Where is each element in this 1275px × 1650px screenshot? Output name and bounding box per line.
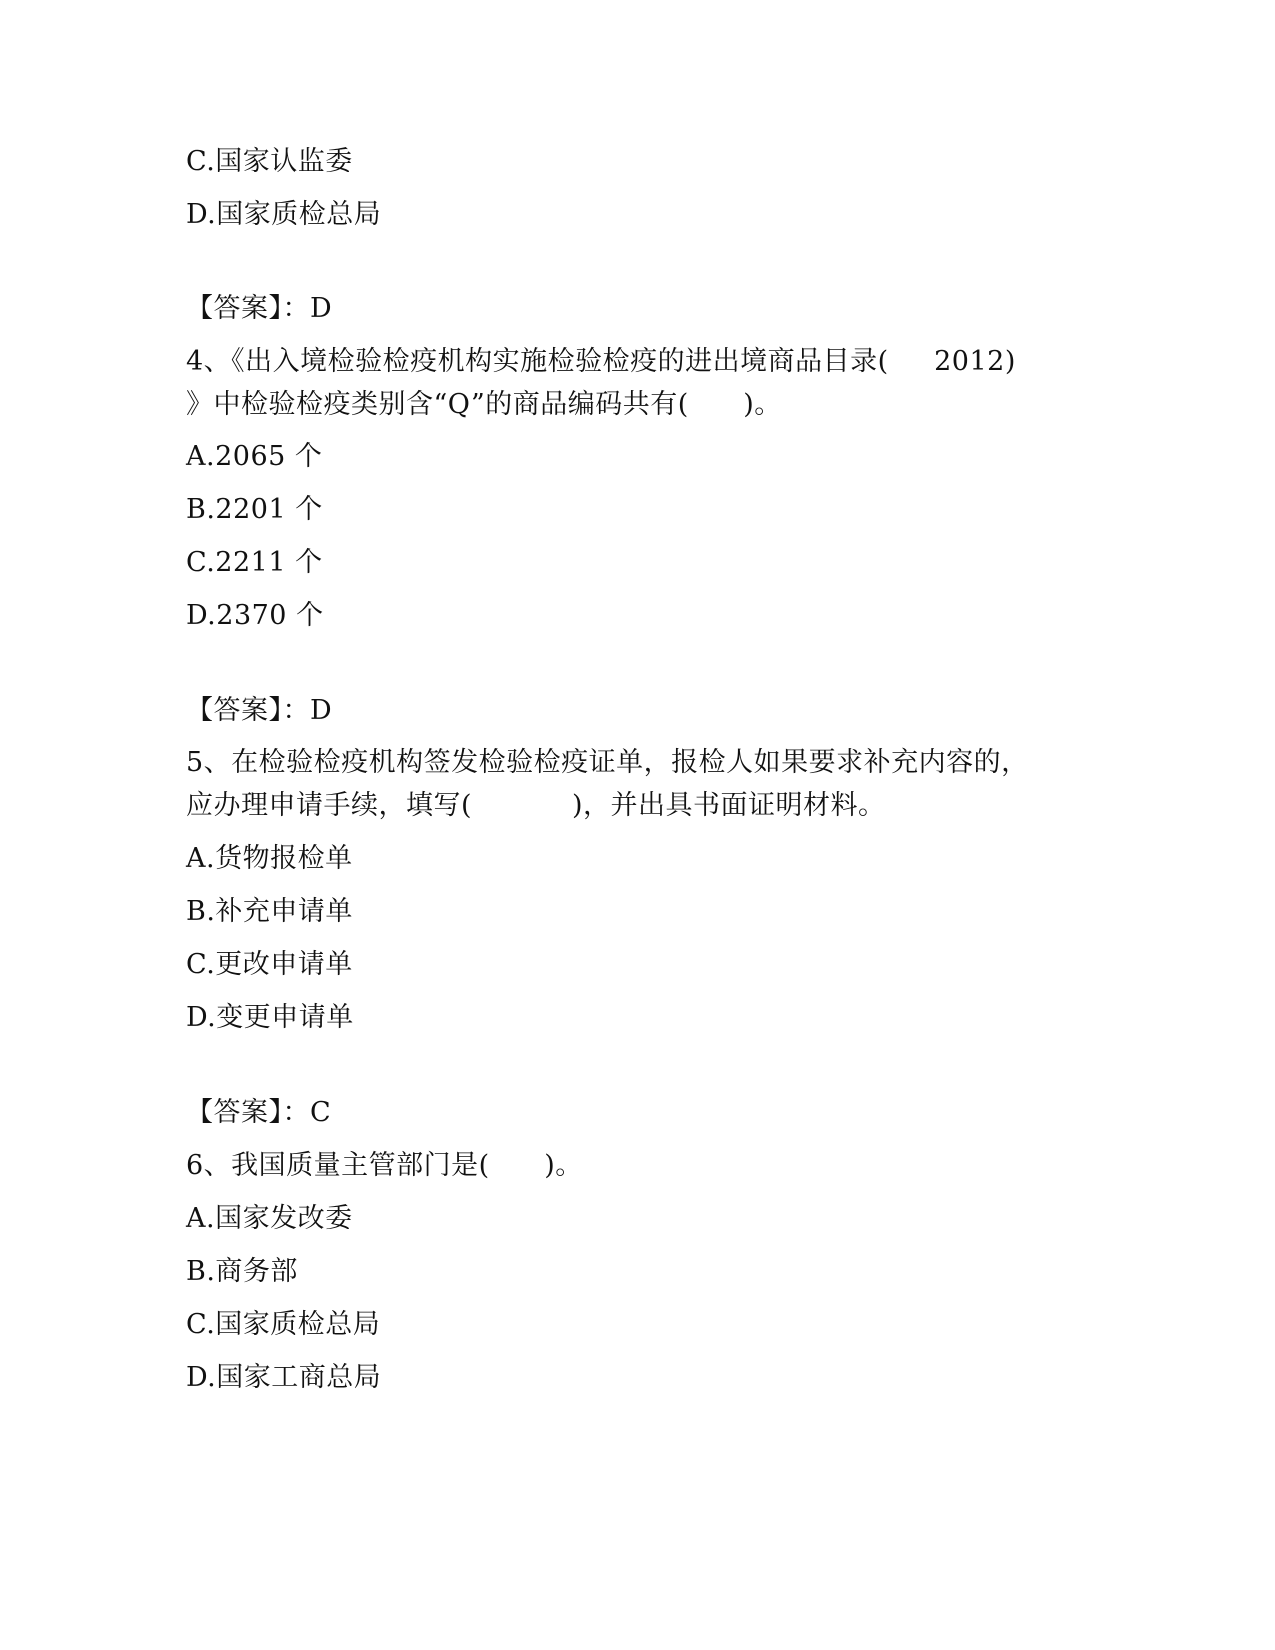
question-5-stem-line2: 应办理申请手续，填写( )，并出具书面证明材料。 [186, 790, 886, 821]
question-4-stem-line1: 4、《出入境检验检疫机构实施检验检疫的进出境商品目录( 2012) [186, 346, 1016, 377]
option-d: D.国家质检总局 [186, 199, 382, 230]
question-4-answer: 【答案】：D [186, 695, 333, 726]
question-6-option-a: A.国家发改委 [186, 1203, 353, 1234]
question-6-option-c: C.国家质检总局 [186, 1309, 381, 1340]
question-5-option-c: C.更改申请单 [186, 949, 353, 980]
question-4-option-b: B.2201 个 [186, 494, 323, 525]
question-4-option-a: A.2065 个 [186, 441, 323, 472]
question-5-answer: 【答案】：C [186, 1097, 332, 1128]
question-6-stem: 6、我国质量主管部门是( )。 [186, 1150, 583, 1181]
question-5-option-a: A.货物报检单 [186, 843, 353, 874]
question-4-option-c: C.2211 个 [186, 547, 323, 578]
question-5-stem-line1: 5、在检验检疫机构签发检验检疫证单，报检人如果要求补充内容的， [186, 747, 1029, 778]
question-5-option-d: D.变更申请单 [186, 1002, 354, 1033]
option-c: C.国家认监委 [186, 146, 353, 177]
question-4-stem-line2: 》中检验检疫类别含“Q”的商品编码共有( )。 [186, 389, 782, 420]
question-6-option-d: D.国家工商总局 [186, 1362, 382, 1393]
question-4-option-d: D.2370 个 [186, 600, 324, 631]
answer-line: 【答案】：D [186, 293, 333, 324]
question-6-option-b: B.商务部 [186, 1256, 298, 1287]
question-5-option-b: B.补充申请单 [186, 896, 353, 927]
